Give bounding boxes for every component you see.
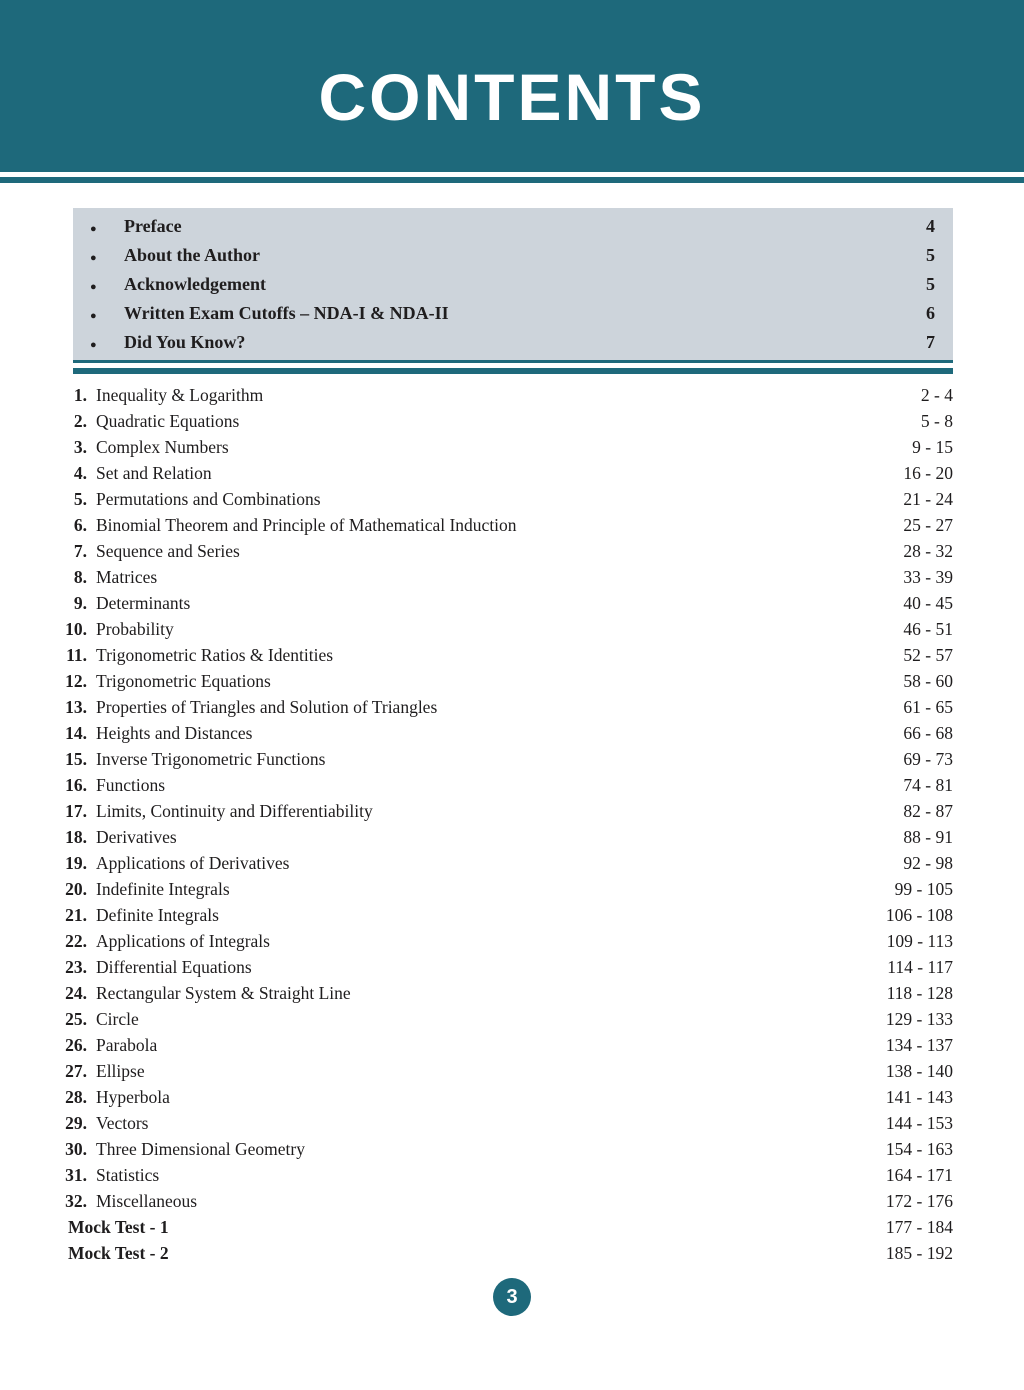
chapter-title: Parabola — [96, 1035, 158, 1055]
chapter-row — [63, 798, 953, 824]
chapter-row — [63, 408, 953, 434]
chapter-row — [63, 1214, 953, 1240]
chapter-row — [63, 1058, 953, 1084]
chapter-pages: 164 - 171 — [885, 1165, 953, 1185]
chapter-row — [63, 850, 953, 876]
chapter-row — [63, 460, 953, 486]
chapter-row — [63, 616, 953, 642]
chapter-pages: 185 - 192 — [885, 1243, 953, 1263]
chapter-pages: 172 - 176 — [885, 1191, 953, 1211]
bullet-icon: ● — [90, 310, 97, 322]
chapter-pages: 16 - 20 — [903, 463, 953, 483]
chapter-row — [63, 824, 953, 850]
bullet-icon: ● — [90, 281, 97, 293]
front-matter-page: 4 — [926, 216, 935, 236]
chapter-row — [63, 1032, 953, 1058]
bullet-icon: ● — [90, 223, 97, 235]
chapter-row — [63, 1162, 953, 1188]
chapter-number: 12. — [65, 671, 87, 691]
chapter-row — [63, 1136, 953, 1162]
chapter-pages: 69 - 73 — [903, 749, 953, 769]
chapter-title: Binomial Theorem and Principle of Mathematical Induction — [96, 515, 517, 535]
chapter-row — [63, 746, 953, 772]
chapter-pages: 129 - 133 — [885, 1009, 953, 1029]
chapter-title: Mock Test - 2 — [68, 1243, 169, 1263]
front-matter-label: Written Exam Cutoffs – NDA-I & NDA-II — [124, 303, 449, 323]
page-title: CONTENTS — [318, 60, 706, 134]
chapter-title: Definite Integrals — [96, 905, 219, 925]
front-matter-label: About the Author — [124, 245, 261, 265]
front-matter-row — [87, 271, 935, 300]
chapter-title: Complex Numbers — [96, 437, 229, 457]
chapter-title: Miscellaneous — [96, 1191, 198, 1211]
chapter-pages: 9 - 15 — [912, 437, 953, 457]
chapter-number: 2. — [73, 411, 87, 431]
chapter-pages: 106 - 108 — [885, 905, 953, 925]
chapter-pages: 58 - 60 — [903, 671, 953, 691]
chapter-pages: 99 - 105 — [894, 879, 953, 899]
chapter-row — [63, 694, 953, 720]
chapter-row — [63, 590, 953, 616]
chapter-row — [63, 486, 953, 512]
chapter-title: Hyperbola — [96, 1087, 170, 1107]
chapter-row — [63, 538, 953, 564]
front-matter-page: 6 — [926, 303, 935, 323]
contents-banner — [0, 0, 1024, 172]
chapter-number: 9. — [73, 593, 87, 613]
front-matter-label: Preface — [124, 216, 182, 236]
chapter-number: 1. — [73, 385, 87, 405]
chapter-list — [63, 382, 953, 1266]
chapter-title: Quadratic Equations — [96, 411, 240, 431]
chapter-pages: 138 - 140 — [885, 1061, 953, 1081]
chapter-number: 22. — [65, 931, 87, 951]
chapter-title: Matrices — [96, 567, 158, 587]
chapter-title: Permutations and Combinations — [96, 489, 321, 509]
chapter-number: 28. — [65, 1087, 87, 1107]
chapter-title: Trigonometric Equations — [96, 671, 271, 691]
chapter-pages: 28 - 32 — [903, 541, 953, 561]
chapter-pages: 154 - 163 — [885, 1139, 953, 1159]
front-matter-row — [87, 242, 935, 271]
chapter-number: 14. — [65, 723, 87, 743]
chapter-pages: 5 - 8 — [920, 411, 953, 431]
chapter-pages: 118 - 128 — [886, 983, 953, 1003]
chapter-number: 5. — [73, 489, 87, 509]
chapter-title: Probability — [96, 619, 174, 639]
chapter-title: Determinants — [96, 593, 191, 613]
chapter-title: Indefinite Integrals — [96, 879, 230, 899]
chapter-pages: 21 - 24 — [903, 489, 953, 509]
chapter-row — [63, 928, 953, 954]
chapter-number: 17. — [65, 801, 87, 821]
chapter-row — [63, 1110, 953, 1136]
chapter-title: Heights and Distances — [96, 723, 253, 743]
chapter-pages: 109 - 113 — [886, 931, 953, 951]
chapter-number: 8. — [73, 567, 87, 587]
chapter-row — [63, 1006, 953, 1032]
chapter-pages: 2 - 4 — [920, 385, 953, 405]
front-matter-page: 5 — [926, 245, 935, 265]
chapter-pages: 177 - 184 — [885, 1217, 953, 1237]
chapter-pages: 61 - 65 — [903, 697, 953, 717]
bullet-icon: ● — [90, 339, 97, 351]
chapter-title: Circle — [96, 1009, 139, 1029]
chapter-title: Rectangular System & Straight Line — [96, 983, 351, 1003]
chapter-number: 4. — [73, 463, 87, 483]
chapter-number: 24. — [65, 983, 87, 1003]
chapter-number: 19. — [65, 853, 87, 873]
chapter-pages: 46 - 51 — [903, 619, 953, 639]
chapter-number: 11. — [66, 645, 87, 665]
chapter-row — [63, 980, 953, 1006]
page-number: 3 — [506, 1285, 518, 1308]
chapter-number: 6. — [73, 515, 87, 535]
toc-main — [0, 208, 1024, 1266]
chapter-number: 27. — [65, 1061, 87, 1081]
chapter-pages: 92 - 98 — [903, 853, 953, 873]
chapter-pages: 141 - 143 — [885, 1087, 953, 1107]
chapter-title: Applications of Integrals — [96, 931, 270, 951]
chapter-row — [63, 902, 953, 928]
page-number-badge — [493, 1278, 531, 1316]
chapter-title: Inverse Trigonometric Functions — [96, 749, 326, 769]
chapter-title: Mock Test - 1 — [68, 1217, 169, 1237]
chapter-row — [63, 876, 953, 902]
chapter-pages: 134 - 137 — [885, 1035, 953, 1055]
chapter-pages: 52 - 57 — [903, 645, 953, 665]
chapter-pages: 33 - 39 — [903, 567, 953, 587]
section-divider — [73, 368, 953, 374]
chapter-number: 15. — [65, 749, 87, 769]
chapter-title: Limits, Continuity and Differentiability — [96, 801, 373, 821]
front-matter-page: 7 — [926, 332, 935, 352]
front-matter-label: Acknowledgement — [124, 274, 266, 294]
chapter-number: 25. — [65, 1009, 87, 1029]
chapter-row — [63, 434, 953, 460]
chapter-number: 23. — [65, 957, 87, 977]
chapter-number: 26. — [65, 1035, 87, 1055]
chapter-title: Ellipse — [96, 1061, 145, 1081]
chapter-pages: 144 - 153 — [885, 1113, 953, 1133]
chapter-title: Sequence and Series — [96, 541, 240, 561]
chapter-pages: 88 - 91 — [903, 827, 953, 847]
chapter-row — [63, 642, 953, 668]
chapter-pages: 40 - 45 — [903, 593, 953, 613]
chapter-number: 32. — [65, 1191, 87, 1211]
chapter-title: Trigonometric Ratios & Identities — [96, 645, 334, 665]
chapter-title: Derivatives — [96, 827, 177, 847]
chapter-row — [63, 668, 953, 694]
chapter-number: 3. — [73, 437, 87, 457]
chapter-row — [63, 772, 953, 798]
chapter-row — [63, 564, 953, 590]
chapter-number: 20. — [65, 879, 87, 899]
front-matter-row — [87, 300, 935, 329]
chapter-title: Differential Equations — [96, 957, 252, 977]
chapter-title: Set and Relation — [96, 463, 212, 483]
front-matter-box — [73, 208, 953, 363]
chapter-title: Inequality & Logarithm — [96, 385, 264, 405]
chapter-title: Functions — [96, 775, 166, 795]
chapter-row — [63, 1084, 953, 1110]
chapter-row — [63, 720, 953, 746]
chapter-title: Statistics — [96, 1165, 160, 1185]
chapter-number: 16. — [65, 775, 87, 795]
chapter-number: 30. — [65, 1139, 87, 1159]
front-matter-row — [87, 329, 935, 358]
front-matter-page: 5 — [926, 274, 935, 294]
chapter-row — [63, 1240, 953, 1266]
chapter-number: 10. — [65, 619, 87, 639]
chapter-title: Vectors — [96, 1113, 149, 1133]
front-matter-row — [87, 213, 935, 242]
chapter-number: 21. — [65, 905, 87, 925]
chapter-row — [63, 954, 953, 980]
chapter-title: Three Dimensional Geometry — [96, 1139, 305, 1159]
chapter-title: Properties of Triangles and Solution of Triangles — [96, 697, 438, 717]
chapter-row — [63, 512, 953, 538]
chapter-pages: 82 - 87 — [903, 801, 953, 821]
bullet-icon: ● — [90, 252, 97, 264]
front-matter-label: Did You Know? — [124, 332, 246, 352]
banner-divider — [0, 177, 1024, 183]
chapter-title: Applications of Derivatives — [96, 853, 290, 873]
chapter-pages: 25 - 27 — [903, 515, 953, 535]
chapter-row — [63, 382, 953, 408]
chapter-number: 13. — [65, 697, 87, 717]
chapter-number: 31. — [65, 1165, 87, 1185]
chapter-pages: 74 - 81 — [903, 775, 953, 795]
chapter-number: 29. — [65, 1113, 87, 1133]
chapter-pages: 114 - 117 — [887, 957, 953, 977]
chapter-row — [63, 1188, 953, 1214]
chapter-pages: 66 - 68 — [903, 723, 953, 743]
chapter-number: 18. — [65, 827, 87, 847]
chapter-number: 7. — [73, 541, 87, 561]
